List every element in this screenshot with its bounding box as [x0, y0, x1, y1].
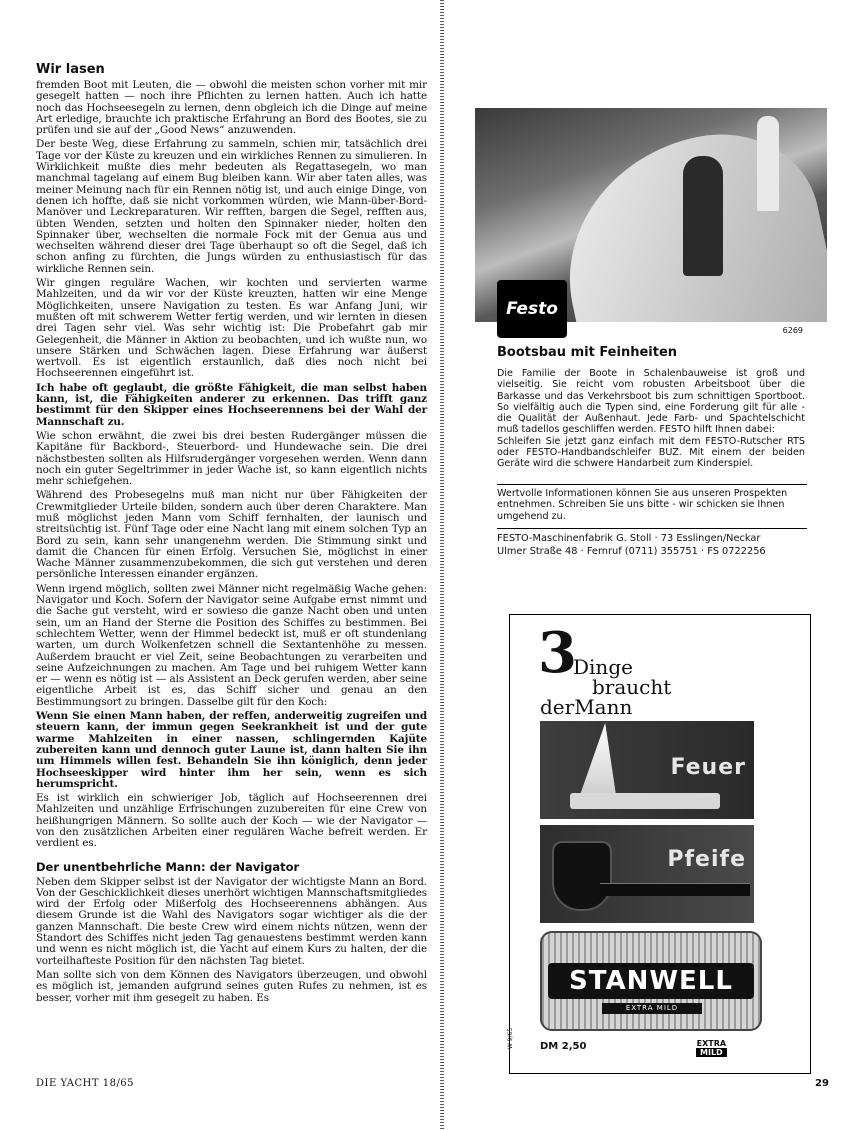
ad-body-paragraph: Schleifen Sie jetzt ganz einfach mit dem FESTO-Rutscher RTS oder FESTO-Handbandschleifer BUZ. Mit einem der beiden Geräte wird die schwere Handarbeit zum Kinderspiel. [497, 435, 805, 470]
article-paragraph: Wenn Sie einen Mann haben, der reffen, anderweitig zugreifen und steuern kann, der immun gegen Seekrankheit ist und der gute warme Mahlzeiten in einer nassen, schlingernden Kajüte zubereiten kann und dennoch guter Laune ist, dann halten Sie ihn um Himmels willen fest. Behandeln Sie ihn königlich, denn jeder Hochseeskipper wird hinter ihm her sein, wenn es sich herumspricht. [36, 710, 427, 790]
article-paragraph: Wie schon erwähnt, die zwei bis drei besten Rudergänger müssen die Kapitäne für Backbord-, Steuerbord- und Hundewache sein. Die drei nächstbesten sollten als Hilfsrudergänger vorgesehen werden. Wenn dann noch ein guter Segeltrimmer in jeder Wache ist, so kann eigentlich nichts mehr schiefgehen. [36, 429, 427, 488]
extra-text: EXTRA [696, 1039, 727, 1048]
festo-advertisement [475, 108, 827, 568]
brand-band [548, 963, 754, 999]
headline-number: 3 [538, 620, 577, 686]
panel-label-pipe: Pfeife [667, 847, 746, 872]
worker-figure-background [757, 116, 779, 211]
article-paragraph: Wir gingen reguläre Wachen, wir kochten und servierten warme Mahlzeiten, und da wir vor der Küste kreuzten, hatten wir eine Menge Möglichkeiten, unsere Navigation zu testen. Es war Anfang Juni, wir mußten oft mit schwerem Wetter fertig werden, und wir lernten in diesen drei Tagen sehr viel. Was sehr wichtig ist: Die Probefahrt gab mir Gelegenheit, die Männer in Aktion zu beobachten, und ich wußte nun, wo unsere Stärken und Schwächen lagen. Diese Erfahrung war äußerst wertvoll. Es ist eigentlich erstaunlich, daß dies noch nicht bei Hochseerennen eingeführt ist. [36, 277, 427, 380]
worker-figure [683, 156, 723, 276]
address-line-2: Ulmer Straße 48 · Fernruf (0711) 355751 · FS 0722256 [497, 546, 766, 557]
article-column [36, 62, 427, 1007]
pipe-icon [552, 841, 612, 911]
stanwell-advertisement [509, 614, 811, 1074]
ad-body [497, 368, 805, 470]
mild-text: MILD [696, 1048, 727, 1057]
ad-rule [497, 484, 807, 485]
magazine-footer: DIE YACHT 18/65 [36, 1078, 135, 1089]
article-body [36, 80, 427, 850]
pipe-panel [540, 825, 754, 923]
price: DM 2,50 [540, 1041, 587, 1052]
subheading: Der unentbehrliche Mann: der Navigator [36, 859, 300, 874]
brand-name: STANWELL [569, 966, 733, 996]
column-divider [440, 0, 444, 1130]
article-paragraph: Der beste Weg, diese Erfahrung zu sammeln, schien mir, tatsächlich drei Tage vor der Küste zu kreuzen und ein wirkliches Rennen zu simulieren. In Wirklichkeit mußte dies mehr bedeuten als Regattasegeln, wo man manchmal tagelang auf einem Bug bleiben kann. Wir aber taten alles, was meiner Meinung nach für ein Rennen nötig ist, und auch einige Dinge, von denen ich hoffte, daß sie nicht vorkommen würden, wie Mann-über-Bord-Manöver und Leckreparaturen. Wir refften, bargen die Segel, refften aus, übten Wenden, setzten und holten den Spinnaker nieder, holten den Spinnaker über, wechselten die normale Fock mit der Genua aus und wechselten während dieser drei Tage überhaupt so oft die Segel, daß ich schon anfing zu fürchten, die Jungs würden zu enthusiastisch für das wirkliche Rennen sein. [36, 138, 427, 275]
article-paragraph: Während des Probesegelns muß man nicht nur über Fähigkeiten der Crewmitglieder Urteile bilden, sondern auch über deren Charaktere. Man muß möglichst jeden Mann vom Schiff fernhalten, der launisch und streitsüchtig ist. Fünf Tage oder eine Nacht lang mit einem solchen Typ an Bord zu sein, kann sehr unangenehm werden. Die Stimmung sinkt und damit die Chancen für einen Erfolg. Versuchen Sie, möglichst in einer Wache Männer zusammenzubekommen, die sich gut verstehen und deren persönliche Interessen einander ergänzen. [36, 489, 427, 581]
pipe-stem-icon [600, 883, 750, 896]
ad-body-paragraph: Die Familie der Boote in Schalenbauweise ist groß und vielseitig. Sie reicht vom robusten Arbeitsboot über die Barkasse und das Verkehrsboot bis zum schnittigen Sportboot. So vielfältig auch die Typen sind, eine Forderung gilt für alle - die Qualität der Außenhaut. Jede Farb- und Spachtelschicht muß tadellos geschliffen werden. FESTO hilft Ihnen dabei: [497, 368, 805, 436]
headline-line-3: derMann [540, 695, 633, 719]
headline-line-2: braucht [592, 675, 672, 699]
extra-mild-label [696, 1039, 727, 1057]
article-body-continued [36, 877, 427, 1004]
ad-address [497, 532, 807, 558]
flame-icon [580, 723, 616, 795]
festo-logo [497, 280, 567, 338]
lighter-icon [570, 793, 720, 809]
ad-code: 6269 [782, 326, 803, 335]
address-line-1: FESTO-Maschinenfabrik G. Stoll · 73 Esslingen/Neckar [497, 533, 761, 544]
headline-line-1: Dinge [573, 655, 633, 679]
festo-logo-text: Festo [506, 299, 558, 319]
article-paragraph: Es ist wirklich ein schwieriger Job, täglich auf Hochseerennen drei Mahlzeiten und unzählige Erfrischungen zuzubereiten für eine Crew von heißhungrigen Männern. So sollte auch der Koch — wie der Navigator — von den zusätzlichen Arbeiten einer regulären Wache befreit werden. Er verdient es. [36, 792, 427, 850]
article-paragraph: Wenn irgend möglich, sollten zwei Männer nicht regelmäßig Wache gehen: Navigator und Koch. Sofern der Navigator seine Aufgabe ernst nimmt und die Sache gut versteht, wird er sowieso die ganze Nacht oben und unten sein, um an Hand der Sterne die Position des Schiffes zu bestimmen. Bei schlechtem Wetter, wenn der Himmel bedeckt ist, muß er oft stundenlang warten, um durch Wolkenfetzen schnell die Sextantenhöhe zu messen. Außerdem braucht er viel Zeit, seine Beobachtungen zu verarbeiten und seine Aufzeichnungen zu machen. Am Tage und bei ruhigem Wetter kann er — wenn es nötig ist — als Assistent an Deck gerufen werden, aber seine eigentliche Arbeit ist es, das Schiff sicher und genau an den Bestimmungsort zu bringen. Dasselbe gilt für den Koch: [36, 582, 427, 708]
ad-code: W 9/65 [507, 1027, 515, 1050]
section-kicker: Wir lasen [36, 62, 105, 77]
article-paragraph: Man sollte sich von dem Können des Navigators überzeugen, und obwohl es möglich ist, jemanden aufgrund seines guten Rufes zu nehmen, ist es besser, vorher mit ihm gesegelt zu haben. Es [36, 968, 427, 1004]
tobacco-tin [540, 931, 762, 1031]
article-paragraph: Ich habe oft geglaubt, die größte Fähigkeit, die man selbst haben kann, ist, die Fähigkeiten anderer zu erkennen. Das trifft ganz bestimmt für den Skipper eines Hochseerennens bei der Wahl der Mannschaft zu. [36, 381, 427, 428]
panel-label-fire: Feuer [670, 755, 746, 780]
page-number: 29 [815, 1078, 829, 1089]
article-paragraph: fremden Boot mit Leuten, die — obwohl die meisten schon vorher mit mir gesegelt hatten — noch ihre Pflichten zu lernen hatten. Auch ich hatte noch das Hochseesegeln zu lernen, denn obgleich ich die Dinge auf meine Art erledige, brauchte ich praktische Erfahrung an Bord des Bootes, sie zu prüfen und sie auf der „Good News“ anzuwenden. [36, 79, 427, 137]
article-paragraph: Neben dem Skipper selbst ist der Navigator der wichtigste Mann an Bord. Von der Geschicklichkeit dieses unerhört wichtigen Mannschaftsmitgliedes wird der Erfolg oder Mißerfolg des Hochseerennens abhängen. Aus diesem Grunde ist die Wahl des Navigators sogar wichtiger als die der ganzen Mannschaft. Die beste Crew wird einem nichts nützen, wenn der Standort des Schiffes nicht jeden Tag genauestens bestimmt werden kann und wenn es nicht möglich ist, die Yacht auf einem Kurs zu halten, der die vorteilhafteste Position für den nächsten Tag bietet. [36, 875, 427, 967]
ad-info: Wertvolle Informationen können Sie aus unseren Prospekten entnehmen. Schreiben Sie uns bitte - wir schicken sie Ihnen umgehend zu. [497, 488, 788, 522]
ad-rule [497, 528, 807, 529]
lighter-panel [540, 721, 754, 819]
tin-label: EXTRA MILD [602, 1003, 702, 1014]
ad-headline: Bootsbau mit Feinheiten [497, 345, 678, 360]
